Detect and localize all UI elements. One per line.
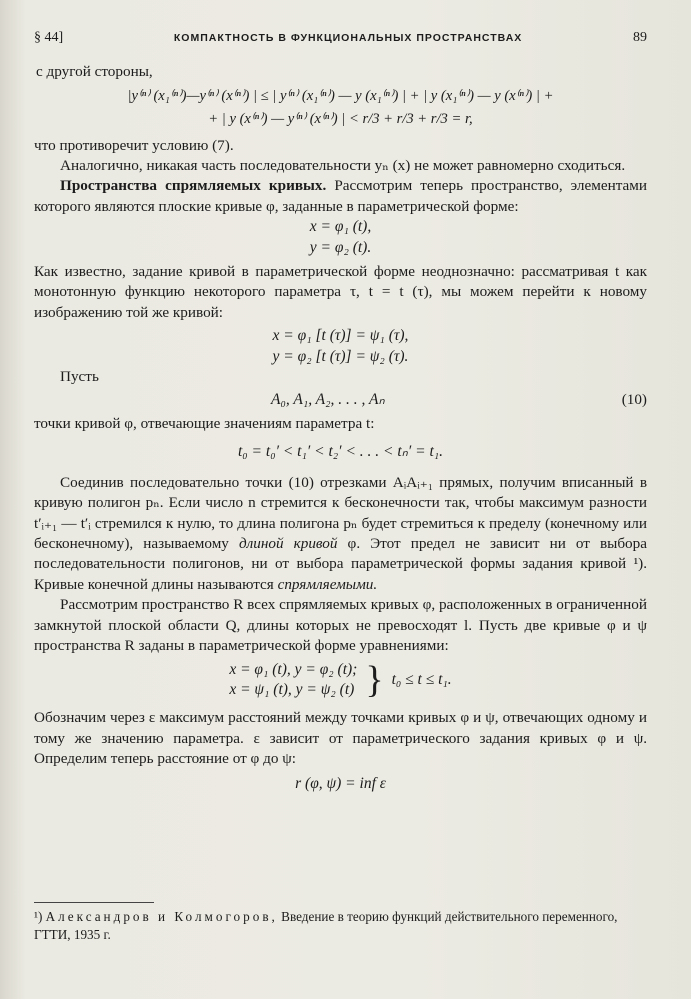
paragraph: точки кривой φ, отвечающие значениям параметра t: <box>34 414 375 432</box>
equation-system <box>34 660 647 700</box>
equation-reparam-x: x = φ₁ [t (τ)] = ψ₁ (τ), <box>272 327 409 345</box>
paragraph-text: φ. Этот предел не зависит ни от выбора последовательности полигонов, ни от выбора параметрической формы задания кривой ¹). Кривые конечной длины называются <box>34 534 647 593</box>
footnote-authors: Александров и Колмогоров, <box>45 909 278 924</box>
footnote-text: Введение в теорию функций действительного переменного, ГТТИ, 1935 г. <box>34 909 618 942</box>
paragraph: Обозначим через ε максимум расстояний между точками кривых φ и ψ, отвечающих одному и тому же значению параметра. ε зависит от параметрического задания кривых φ и ψ. Определим теперь расстояние от φ до ψ: <box>34 709 647 768</box>
page-number: 89 <box>633 30 647 45</box>
equation-y: y = φ₂ (t). <box>309 238 372 256</box>
paragraph: Пусть <box>60 368 99 386</box>
equation-inequality-line1: |y⁽ⁿ⁾ (x₁⁽ⁿ⁾)—y⁽ⁿ⁾ (x⁽ⁿ⁾) | ≤ | y⁽ⁿ⁾ (x₁⁽ⁿ⁾) — y (x₁⁽ⁿ⁾) | + | y (x₁⁽ⁿ⁾) — y (x⁽ⁿ⁾) | + <box>127 87 554 104</box>
paragraph-text: Соединив последовательно точки (10) отрезками AᵢAᵢ₊₁ прямых, получим вписанный в кривую полигон pₙ. Если число n стремится к бесконечности так, чтобы максимум разности t′ᵢ₊₁ — t′ᵢ стремился к нулю, то длина полигона pₙ будет стремиться к пределу (конечному или бесконечному), называемому <box>34 473 647 552</box>
equation-points-row <box>34 390 647 410</box>
system-line-1: x = φ₁ (t), y = φ₂ (t); <box>229 661 358 679</box>
paragraph: что противоречит условию (7). <box>34 136 234 154</box>
footnote-mark: ¹) <box>34 909 43 924</box>
equation-points: A₀, A₁, A₂, . . . , Aₙ <box>271 390 385 408</box>
running-title: КОМПАКТНОСТЬ В ФУНКЦИОНАЛЬНЫХ ПРОСТРАНСТВАХ <box>173 32 523 44</box>
footnote-rule <box>34 902 154 903</box>
equation-inequality-line2: + | y (x⁽ⁿ⁾) — y⁽ⁿ⁾ (x⁽ⁿ⁾) | < r/3 + r/3 + r/3 = r, <box>208 111 473 128</box>
term-curve-length: длиной кривой <box>238 534 338 552</box>
system-condition: t₀ ≤ t ≤ t₁. <box>391 671 452 689</box>
equation-number: (10) <box>621 390 647 408</box>
section-number: § 44] <box>34 30 64 45</box>
section-heading: Пространства спрямляемых кривых. <box>60 177 327 195</box>
equation-partition: t₀ = t₀′ < t₁′ < t₂′ < . . . < tₙ′ = t₁. <box>237 443 444 461</box>
right-brace: } <box>365 659 384 702</box>
paragraph: Рассмотрим пространство R всех спрямляемых кривых φ, расположенных в ограниченной замкнутой плоской области Q, длины которых не превосходят l. Пусть две кривые φ и ψ пространства R заданы в параметрической форме уравнениями: <box>34 596 647 654</box>
paragraph: Аналогично, никакая часть последовательности yₙ (x) не может равномерно сходиться. <box>60 157 626 175</box>
paragraph-text: Рассмотрим теперь пространство, элементами которого являются плоские кривые φ, заданные в параметрической форме: <box>34 177 648 215</box>
term-rectifiable: спрямляемыми. <box>277 575 378 593</box>
paragraph: Как известно, задание кривой в параметрической форме неоднозначно: рассматривая t как монотонную функцию некоторого параметра τ, t = t (τ), мы можем перейти к новому изображению той же кривой: <box>34 263 647 321</box>
page-header <box>34 28 647 48</box>
paragraph-rectifiable-curves <box>34 176 647 217</box>
paragraph: с другой стороны, <box>36 63 153 81</box>
paragraph-curve-length <box>34 473 647 595</box>
system-line-2: x = ψ₁ (t), y = ψ₂ (t) <box>229 681 355 699</box>
system-lines <box>229 660 357 700</box>
equation-distance: r (φ, ψ) = inf ε <box>295 774 386 792</box>
equation-x: x = φ₁ (t), <box>309 218 372 236</box>
equation-reparam-y: y = φ₂ [t (τ)] = ψ₂ (τ). <box>272 347 409 365</box>
footnote <box>34 908 647 944</box>
